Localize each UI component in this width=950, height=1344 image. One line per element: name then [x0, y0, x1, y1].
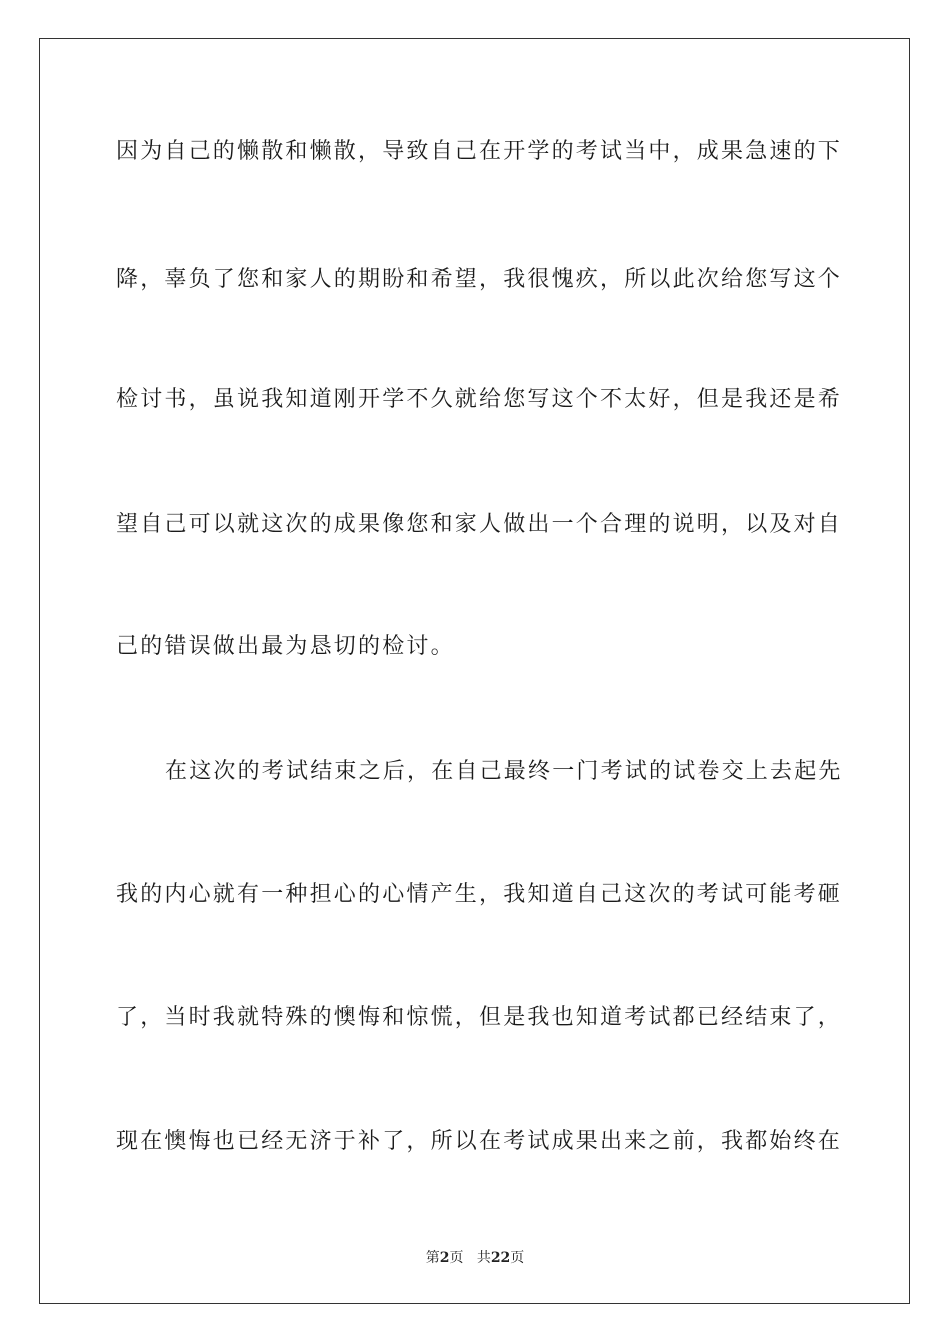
page-footer	[0, 1247, 950, 1267]
page-suffix: 页	[449, 1250, 464, 1266]
total-prefix: 共	[476, 1250, 491, 1266]
page-number: 2	[439, 1250, 450, 1266]
paragraph-first-line: 在这次的考试结束之后，在自己最终一门考试的试卷交上去起先	[165, 759, 843, 784]
total-suffix: 页	[510, 1250, 525, 1266]
text-line: 己的错误做出最为恳切的检讨。	[116, 634, 455, 659]
text-line: 降，辜负了您和家人的期盼和希望，我很愧疚，所以此次给您写这个	[116, 267, 843, 292]
page-prefix: 第	[425, 1250, 440, 1266]
text-line: 检讨书，虽说我知道刚开学不久就给您写这个不太好，但是我还是希	[116, 387, 843, 412]
text-line: 因为自己的懒散和懒散，导致自己在开学的考试当中，成果急速的下	[116, 139, 843, 164]
total-pages: 22	[490, 1250, 511, 1266]
text-line: 现在懊悔也已经无济于补了，所以在考试成果出来之前，我都始终在	[116, 1129, 843, 1154]
text-line: 望自己可以就这次的成果像您和家人做出一个合理的说明，以及对自	[116, 512, 843, 537]
page-border	[39, 38, 910, 1304]
text-line: 了，当时我就特殊的懊悔和惊慌，但是我也知道考试都已经结束了，	[116, 1005, 843, 1030]
text-line: 我的内心就有一种担心的心情产生，我知道自己这次的考试可能考砸	[116, 882, 843, 907]
